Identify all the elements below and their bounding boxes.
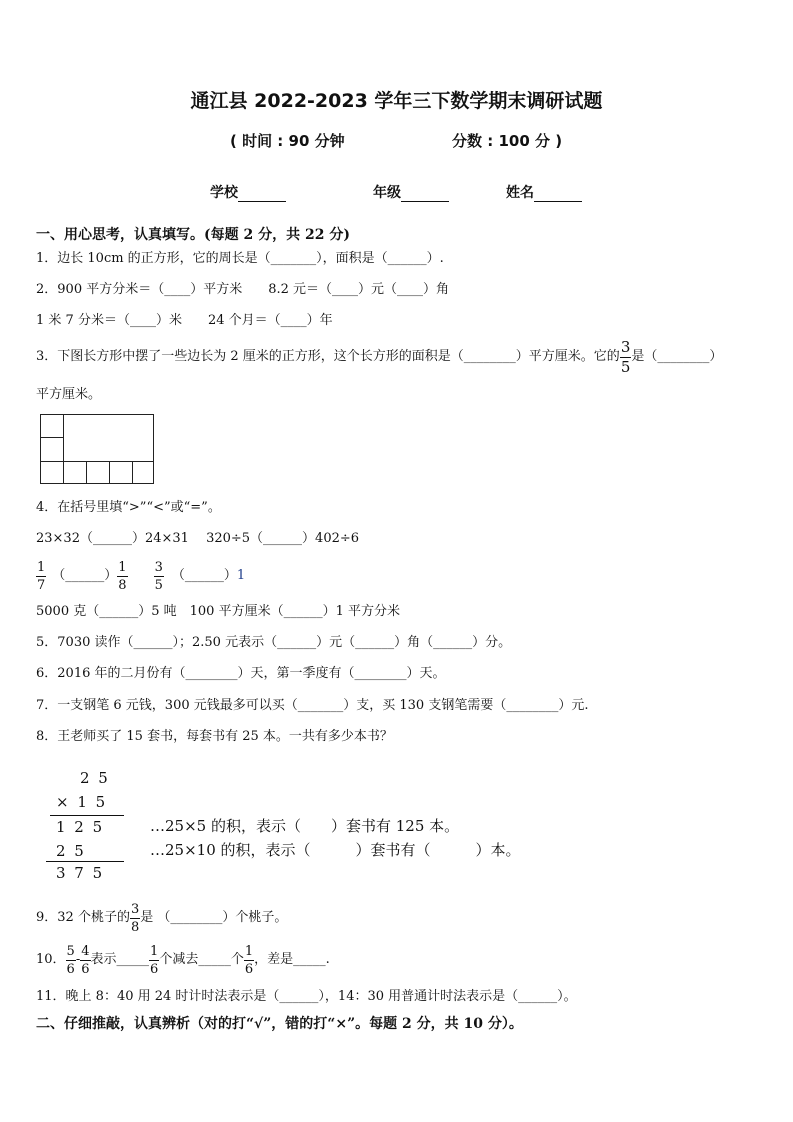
frac-den: 8 [118, 577, 127, 593]
frac-den: 6 [66, 961, 75, 977]
question-2b: 1 米 7 分米＝（____）米 24 个月＝（____）年 [36, 313, 333, 328]
question-9b: 是 （________）个桃子。 [140, 910, 288, 925]
calc-row-5: 3 7 5 [56, 864, 105, 882]
q10-frac-3 [149, 945, 159, 976]
frac-num: 3 [130, 901, 140, 917]
q4b-frac-3 [154, 561, 164, 592]
q3-frac-den: 5 [620, 357, 631, 376]
square-cell [132, 461, 154, 484]
exam-title: 通江县 2022-2023 学年三下数学期末调研试题 [190, 90, 603, 112]
grade-label: 年级 [373, 185, 401, 201]
calc-row-1: 2 5 [80, 769, 110, 787]
question-5: 5．7030 读作（______）；2.50 元表示（______）元（______）角（______）分。 [36, 635, 512, 650]
question-10b: 表示_____ [90, 952, 150, 967]
question-4c: 5000 克（______）5 吨 100 平方厘米（______）1 平方分米 [36, 604, 400, 619]
school-blank[interactable] [238, 187, 286, 202]
frac-den: 6 [244, 961, 254, 977]
square-cell [109, 461, 133, 484]
q10-frac-2 [80, 945, 90, 976]
question-1: 1．边长 10cm 的正方形，它的周长是（_______），面积是（______）. [36, 251, 444, 266]
square-cell [40, 437, 64, 462]
frac-num: 1 [150, 943, 159, 959]
frac-den: 5 [154, 577, 163, 593]
exam-time: ( 时间 : 90 分钟 [230, 132, 345, 150]
frac-num: 3 [154, 559, 163, 575]
q10-frac-4 [244, 945, 254, 976]
question-2a: 2．900 平方分米＝（____）平方米 8.2 元＝（____）元（____）角 [36, 282, 450, 297]
calc-row-4: 2 5 [56, 842, 86, 860]
question-9 [36, 900, 287, 936]
calc-line-1 [50, 815, 124, 816]
frac-den: 8 [130, 919, 140, 935]
calc-line-2 [46, 861, 124, 862]
question-4: 4．在括号里填“>”“<”或“=”。 [36, 500, 221, 515]
square-cell [40, 414, 64, 438]
q4b-frac-2 [117, 561, 127, 592]
q3-fraction [620, 337, 632, 376]
q9-fraction [130, 903, 140, 934]
frac-num: 1 [244, 943, 254, 959]
frac-den: 6 [81, 961, 90, 977]
q4b-frac-1 [36, 561, 46, 592]
calc-note-2: …25×10 的积，表示（ ）套书有（ ）本。 [150, 841, 521, 859]
question-9a: 9．32 个桃子的 [36, 910, 130, 925]
question-10d: ，差是_____. [254, 952, 330, 967]
grade-field[interactable] [373, 182, 449, 202]
q10-frac-1 [66, 945, 76, 976]
school-label: 学校 [210, 185, 238, 201]
calc-note-1: …25×5 的积，表示（ ）套书有 125 本。 [150, 817, 460, 835]
question-7: 7．一支钢笔 6 元钱，300 元钱最多可以买（_______）支，买 130 支钢笔需要（________）元. [36, 698, 589, 713]
frac-num: 1 [37, 559, 46, 575]
question-11: 11．晚上 8：40 用 24 时计时法表示是（______），14：30 用普通计时法表示是（______）。 [36, 989, 577, 1004]
grade-blank[interactable] [401, 187, 449, 202]
exam-score: 分数 : 100 分 ) [452, 132, 563, 150]
school-field[interactable] [210, 182, 286, 202]
name-label: 姓名 [506, 185, 534, 201]
name-blank[interactable] [534, 187, 582, 202]
question-6: 6．2016 年的二月份有（________）天，第一季度有（________）天。 [36, 666, 446, 681]
question-4a: 23×32（______）24×31 320÷5（______）402÷6 [36, 531, 360, 546]
question-3a [36, 337, 723, 376]
q4b-blank-2: （______） [171, 568, 237, 583]
question-10c: 个减去_____个 [159, 952, 244, 967]
q10-minus: - [75, 952, 81, 967]
calc-row-2: × 1 5 [56, 793, 108, 811]
q4b-blank-1: （______） [52, 568, 118, 583]
question-10 [36, 942, 330, 978]
q4b-end: 1 [236, 568, 246, 583]
name-field[interactable] [506, 182, 582, 202]
question-3a-text: 3．下图长方形中摆了一些边长为 2 厘米的正方形，这个长方形的面积是（________）平方厘米。它的 [36, 349, 620, 364]
frac-den: 6 [150, 961, 159, 977]
rectangle-figure [40, 414, 154, 484]
section1-title: 一、用心思考，认真填写。(每题 2 分，共 22 分) [36, 227, 350, 243]
question-3b-text: 是（________） [631, 349, 723, 364]
square-cell [86, 461, 110, 484]
frac-den: 7 [37, 577, 46, 593]
square-cell [40, 461, 64, 484]
frac-num: 4 [81, 943, 90, 959]
question-4b [36, 556, 245, 596]
section2-title: 二、仔细推敲，认真辨析（对的打“√”，错的打“×”。每题 2 分，共 10 分）。 [36, 1016, 523, 1032]
calc-row-3: 1 2 5 [56, 818, 105, 836]
question-3c: 平方厘米。 [36, 387, 102, 402]
frac-num: 5 [66, 943, 75, 959]
question-10a: 10． [36, 952, 66, 967]
q3-frac-num: 3 [620, 337, 631, 356]
frac-num: 1 [118, 559, 127, 575]
square-cell [63, 461, 87, 484]
question-8: 8．王老师买了 15 套书，每套书有 25 本。一共有多少本书？ [36, 729, 393, 744]
